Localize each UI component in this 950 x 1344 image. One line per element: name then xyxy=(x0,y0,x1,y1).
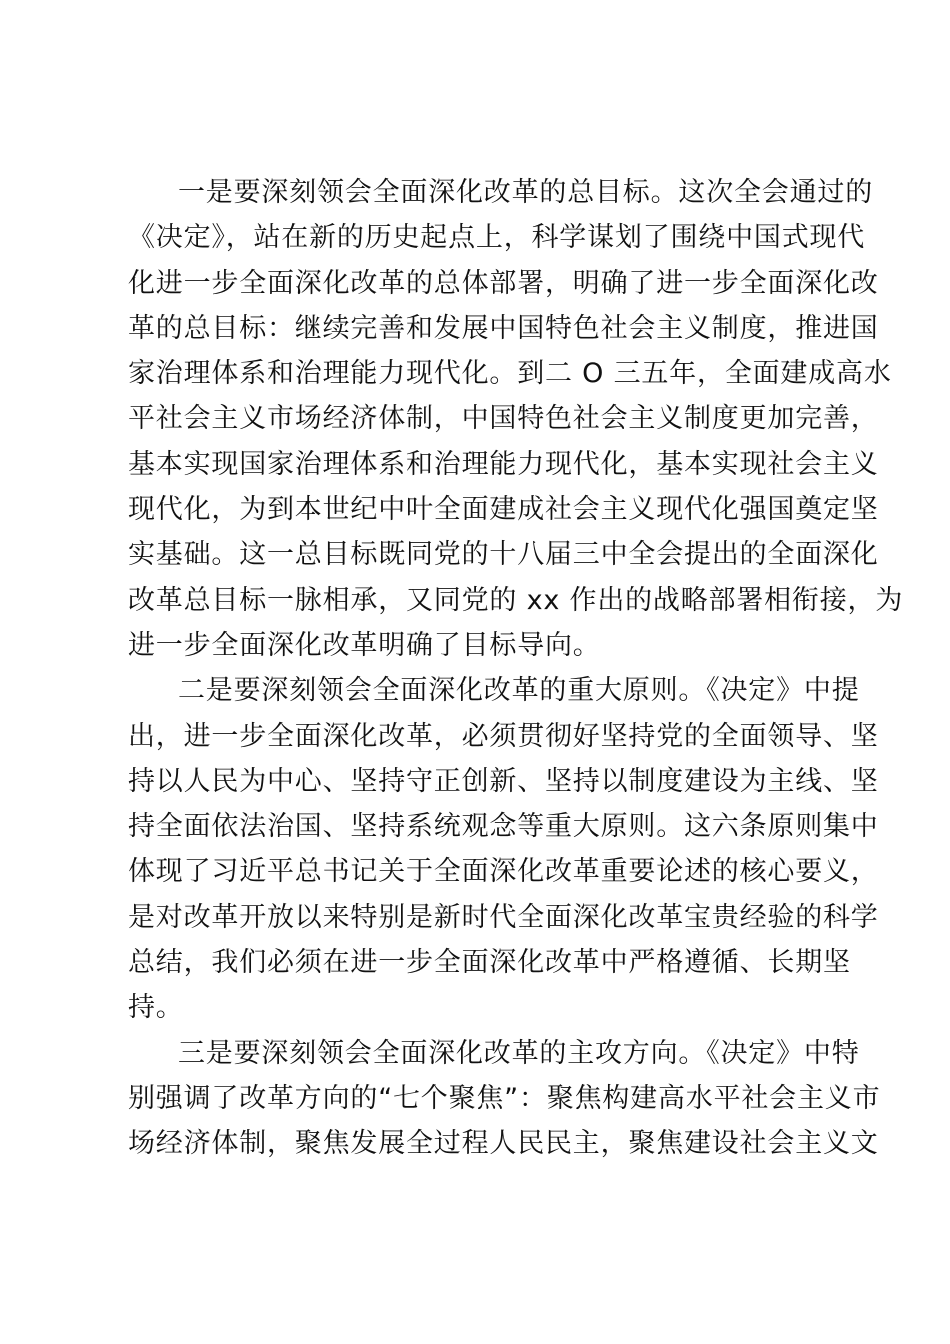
paragraph-2 xyxy=(128,668,879,1030)
paragraph-line: 总结，我们必须在进一步全面深化改革中严格遵循、长期坚 xyxy=(128,947,851,979)
paragraph-line: 持全面依法治国、坚持系统观念等重大原则。这六条原则集中 xyxy=(128,811,879,843)
paragraph-line: 化进一步全面深化改革的总体部署，明确了进一步全面深化改 xyxy=(128,267,879,299)
paragraph-line: 革的总目标：继续完善和发展中国特色社会主义制度，推进国 xyxy=(128,312,879,344)
paragraph-line: 进一步全面深化改革明确了目标导向。 xyxy=(128,629,601,661)
paragraph-line: 基本实现国家治理体系和治理能力现代化，基本实现社会主义 xyxy=(128,448,879,480)
paragraph-line: 现代化，为到本世纪中叶全面建成社会主义现代化强国奠定坚 xyxy=(128,494,879,526)
body-text xyxy=(128,170,904,1167)
paragraph-line: 持。 xyxy=(128,992,184,1024)
paragraph-line: 改革总目标一脉相承，又同党的 xx 作出的战略部署相衔接，为 xyxy=(128,584,904,616)
paragraph-line: 三是要深刻领会全面深化改革的主攻方向。《决定》中特 xyxy=(178,1037,860,1069)
paragraph-line: 二是要深刻领会全面深化改革的重大原则。《决定》中提 xyxy=(178,675,860,707)
paragraph-line: 出，进一步全面深化改革，必须贯彻好坚持党的全面领导、坚 xyxy=(128,720,879,752)
paragraph-line: 家治理体系和治理能力现代化。到二 O 三五年，全面建成高水 xyxy=(128,358,892,390)
paragraph-3 xyxy=(128,1031,881,1167)
paragraph-line: 体现了习近平总书记关于全面深化改革重要论述的核心要义， xyxy=(128,856,879,888)
paragraph-line: 《决定》，站在新的历史起点上，科学谋划了围绕中国式现代 xyxy=(128,222,866,254)
paragraph-line: 场经济体制，聚焦发展全过程人民民主，聚焦建设社会主义文 xyxy=(128,1128,879,1160)
paragraph-line: 别强调了改革方向的“七个聚焦”：聚焦构建高水平社会主义市 xyxy=(128,1082,881,1114)
paragraph-line: 是对改革开放以来特别是新时代全面深化改革宝贵经验的科学 xyxy=(128,901,879,933)
paragraph-1 xyxy=(128,170,904,668)
paragraph-line: 持以人民为中心、坚持守正创新、坚持以制度建设为主线、坚 xyxy=(128,765,879,797)
paragraph-line: 实基础。这一总目标既同党的十八届三中全会提出的全面深化 xyxy=(128,539,879,571)
paragraph-line: 平社会主义市场经济体制，中国特色社会主义制度更加完善， xyxy=(128,403,879,435)
paragraph-line: 一是要深刻领会全面深化改革的总目标。这次全会通过的 xyxy=(178,177,873,208)
